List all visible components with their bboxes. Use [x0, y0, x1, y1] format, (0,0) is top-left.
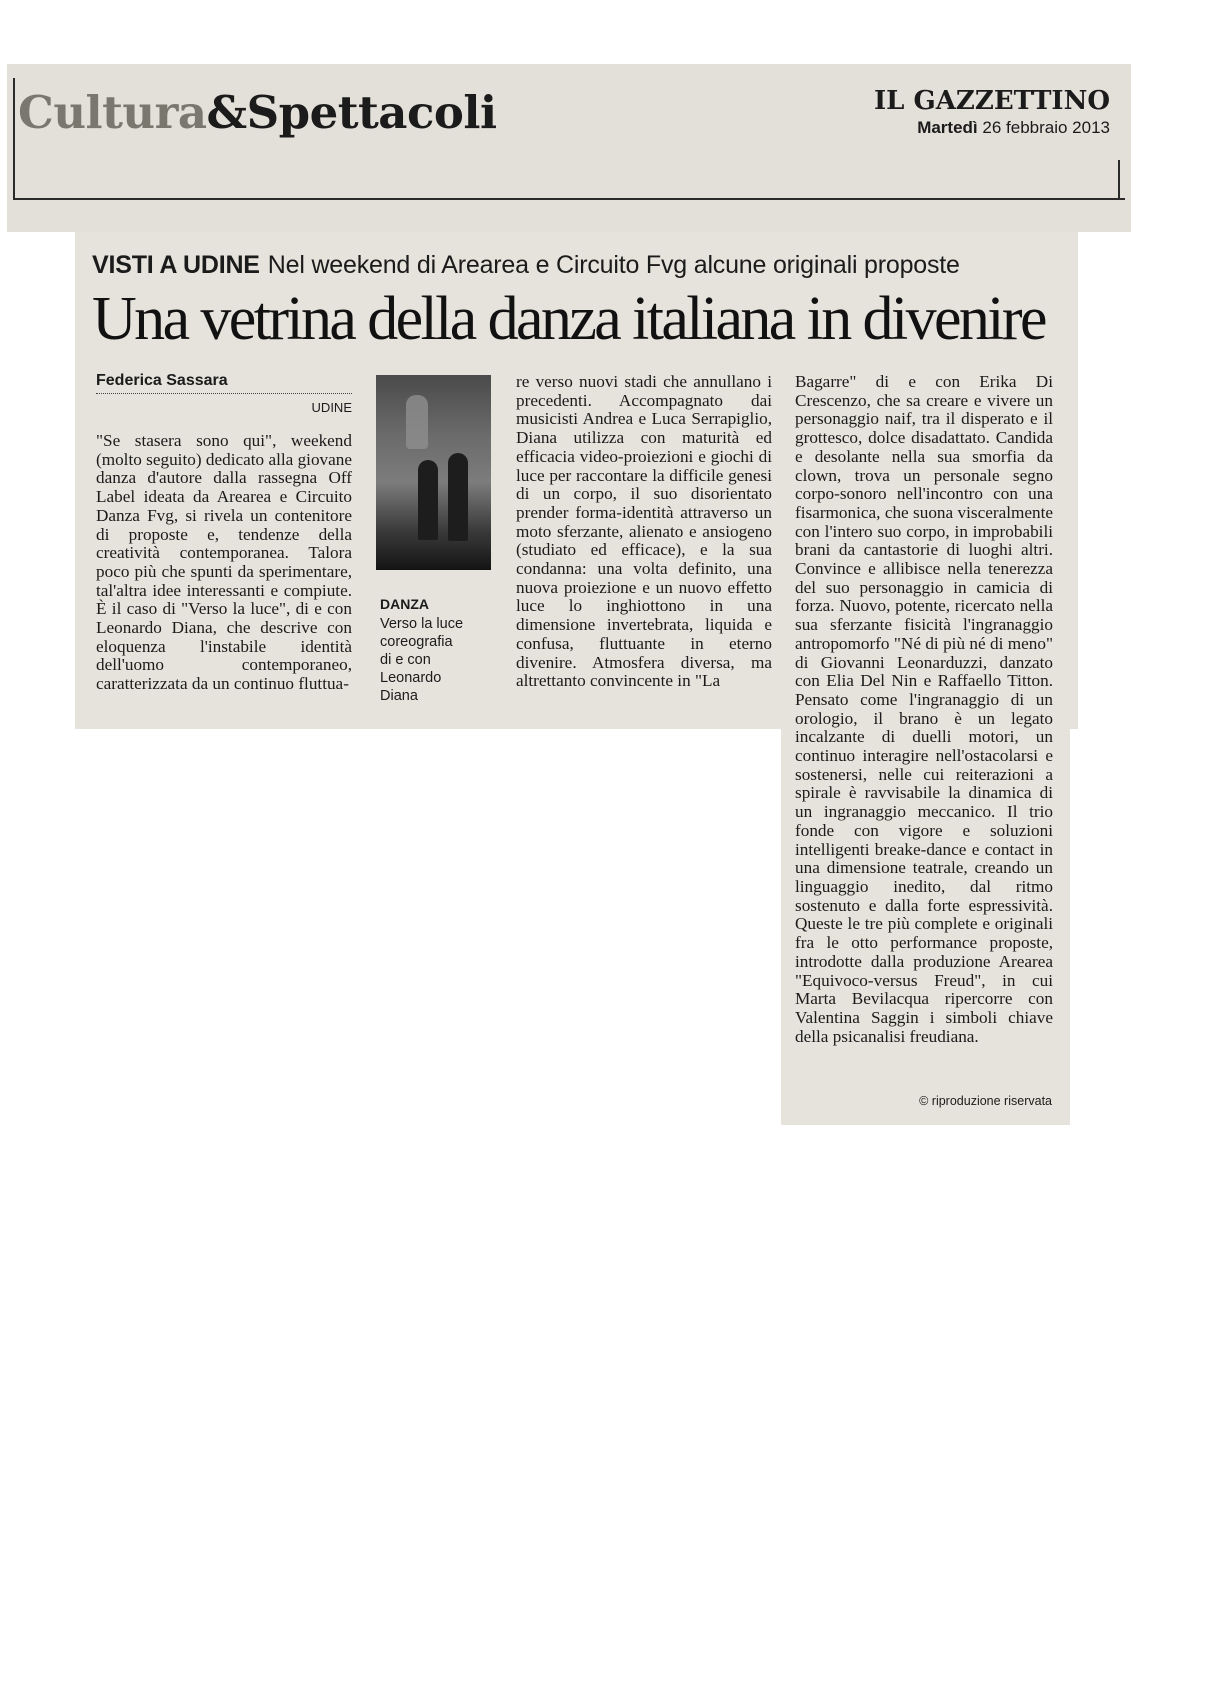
article-column-2: re verso nuovi stadi che annullano i precedenti. Accompagnato dai musicisti Andrea e Luca Serrapiglio, Diana utilizza con maturità ed efficacia video-proiezioni e giochi di luce per raccontare la difficile genesi di un corpo, il suo disorientato prender forma-identità attraverso un moto sferzante, alienato e ansiogeno (studiato ed efficace), e la sua condanna: una volta definito, una nuova proiezione e un nuovo effetto luce lo inghiottono in una dimensione invertebrata, liquida e confusa, fluttuante in eterno divenire. Atmosfera diversa, ma altrettanto convincente in "La	[516, 372, 772, 691]
caption-line: di e con	[380, 652, 431, 668]
dancer-silhouette	[418, 460, 438, 540]
copyright-notice: © riproduzione riservata	[919, 1094, 1052, 1108]
publication-date	[860, 118, 1110, 138]
caption-line: Leonardo	[380, 670, 442, 686]
dance-photo	[376, 375, 491, 570]
section-divider	[13, 78, 15, 198]
header-rule	[13, 198, 1125, 200]
projected-figure	[406, 395, 428, 449]
article-column-1: "Se stasera sono qui", weekend (molto seguito) dedicato alla giovane danza d'autore dalla rassegna Off Label ideata da Arearea e Circuito Danza Fvg, si rivela un contenitore di proposte e, tendenze della creatività contemporanea. Talora poco più che spunti da sperimentare, tal'altra idee interessanti e compiute. È il caso di "Verso la luce", di e con Leonardo Diana, che descrive con eloquenza l'instabile identità dell'uomo contemporaneo, caratterizzata da un continuo fluttua-	[96, 431, 352, 694]
article-kicker	[92, 251, 960, 280]
caption-line: Diana	[380, 688, 418, 704]
musician-silhouette	[448, 453, 468, 541]
article-column-3: Bagarre" di e con Erika Di Crescenzo, che sa creare e vivere un personaggio naif, tra il disperato e il grottesco, dolce disadattato. Candida e desolante nella sua smorfia da clown, trova un personale segno corpo-sonoro nell'incontro con una fisarmonica, che suona visceralmente con l'intero suo corpo, in improbabili brani da cantastorie di luoghi altri. Convince e allibisce nella tenerezza del suo personaggio in camicia di forza. Nuovo, potente, ricercato nella sua sferzante fisicità l'ingranaggio antropomorfo "Né di più né di meno" di Giovanni Leonarduzzi, danzato con Elia Del Nin e Raffaello Titton. Pensato come l'ingranaggio di un orologio, il brano è un legato incalzante di duelli motori, un continuo interagire nell'ostacolarsi e sostenersi, nelle cui reiterazioni a spirale è ravvisabile la dinamica di un ingranaggio meccanico. Il trio fonde con vigore e soluzioni intelligenti breake-dance e contact in una dimensione teatrale, creando un linguaggio inedito, dal ritmo sostenuto e dalla forte espressività. Queste le tre più complete e originali fra le otto performance proposte, introdotte dalla produzione Arearea "Equivoco-versus Freud", in cui Marta Bevilacqua ripercorre con Valentina Saggin i simboli chiave della psicanalisi freudiana.	[795, 372, 1053, 1046]
kicker-text: Nel weekend di Arearea e Circuito Fvg alcune originali proposte	[267, 251, 960, 279]
caption-line: coreografia	[380, 634, 453, 650]
photo-caption	[380, 595, 495, 705]
kicker-label: VISTI A UDINE	[92, 251, 260, 279]
section-title-part-a: Cultura	[18, 86, 207, 139]
section-title	[18, 86, 497, 139]
article-author: Federica Sassara	[96, 372, 352, 394]
article-headline: Una vetrina della danza italiana in divenire	[92, 285, 1045, 353]
newspaper-masthead: IL GAZZETTINO	[874, 86, 1110, 116]
date-rest: 26 febbraio 2013	[982, 118, 1110, 137]
caption-label: DANZA	[380, 596, 429, 612]
article-location: UDINE	[311, 400, 352, 415]
masthead-divider	[1118, 160, 1120, 200]
caption-line: Verso la luce	[380, 616, 464, 632]
section-title-part-b: &Spettacoli	[206, 86, 497, 139]
date-weekday: Martedì	[917, 118, 978, 137]
